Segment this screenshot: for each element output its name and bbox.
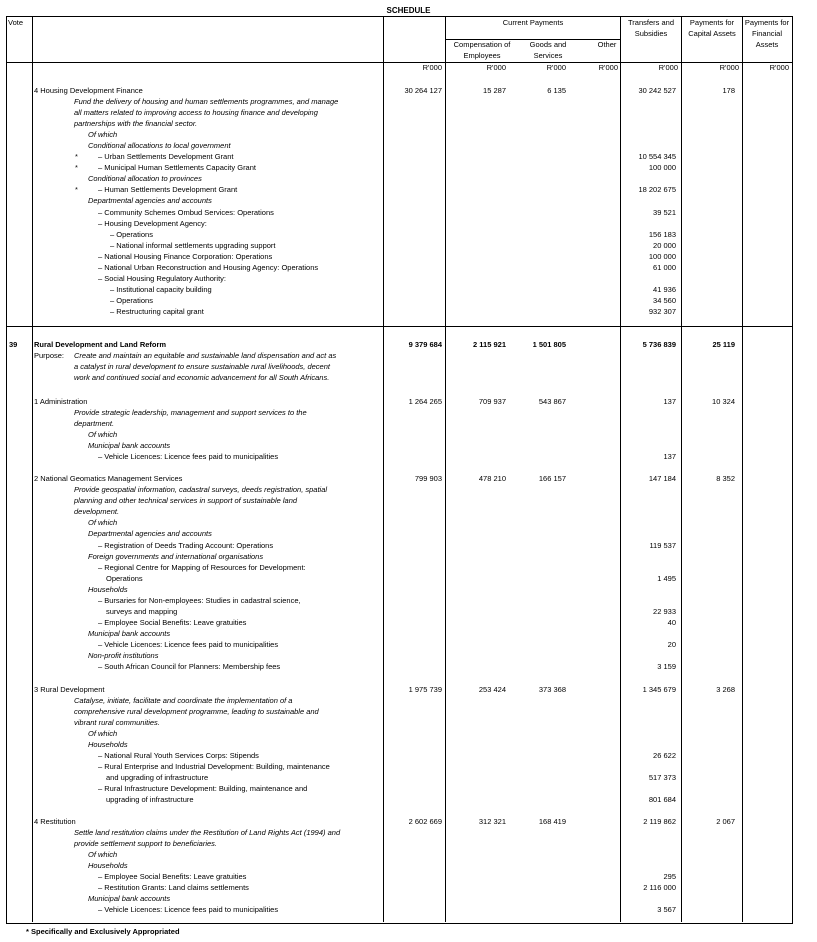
row-label: department. — [74, 419, 115, 428]
amount-capital: 2 067 — [716, 817, 735, 826]
table-row — [0, 85, 817, 96]
amount-goods: 543 867 — [538, 397, 566, 406]
amount-transfers: 137 — [663, 452, 676, 461]
table-row — [0, 684, 817, 695]
amount-capital: 25 119 — [712, 340, 735, 349]
row-label: Of which — [88, 430, 118, 439]
header-vote: Vote — [8, 18, 24, 27]
footnote: * Specifically and Exclusively Appropriated — [26, 927, 180, 936]
amount-transfers: 100 000 — [648, 163, 676, 172]
table-row — [0, 495, 817, 506]
row-label: Households — [88, 861, 128, 870]
row-label: – Rural Enterprise and Industrial Development: Building, maintenance — [98, 762, 330, 771]
row-label: – Community Schemes Ombud Services: Operations — [98, 208, 274, 217]
row-label: – Rural Infrastructure Development: Building, maintenance and — [98, 784, 308, 793]
purpose-text: Create and maintain an equitable and sustainable land dispensation and act as — [74, 351, 337, 360]
table-row — [0, 706, 817, 717]
table-row — [0, 207, 817, 218]
header-transfers: Transfers and Subsidies — [628, 18, 674, 38]
table-row — [0, 295, 817, 306]
table-row — [0, 650, 817, 661]
amount-capital: 8 352 — [716, 474, 735, 483]
row-label: Rural Development and Land Reform — [34, 340, 167, 349]
row-label: Purpose: — [34, 351, 65, 360]
table-row — [0, 595, 817, 606]
amount-transfers: 295 — [663, 872, 676, 881]
table-row — [0, 506, 817, 517]
row-label: – National Rural Youth Services Corps: Stipends — [98, 751, 259, 760]
row-label: – Operations — [110, 230, 153, 239]
table-row — [0, 173, 817, 184]
amount-total: 1 975 739 — [408, 685, 442, 694]
row-label: Departmental agencies and accounts — [88, 196, 212, 205]
table-row — [0, 794, 817, 805]
amount-transfers: 18 202 675 — [638, 185, 676, 194]
row-label: – Municipal Human Settlements Capacity Grant — [98, 163, 256, 172]
table-row — [0, 451, 817, 462]
table-row — [0, 739, 817, 750]
amount-transfers: 3 567 — [657, 905, 676, 914]
row-label: – South African Council for Planners: Membership fees — [98, 662, 281, 671]
row-label: 4 Restitution — [34, 817, 76, 826]
table-row — [0, 628, 817, 639]
amount-goods: 1 501 805 — [532, 340, 566, 349]
row-label: development. — [74, 507, 120, 516]
row-label: – National Housing Finance Corporation: Operations — [98, 252, 273, 261]
amount-transfers: 22 933 — [653, 607, 676, 616]
row-label: Municipal bank accounts — [88, 894, 171, 903]
row-label: Of which — [88, 518, 118, 527]
amount-goods: 373 368 — [538, 685, 566, 694]
row-label: 2 National Geomatics Management Services — [34, 474, 183, 483]
row-label: Municipal bank accounts — [88, 441, 171, 450]
row-label: – Social Housing Regulatory Authority: — [98, 274, 226, 283]
row-label: Provide geospatial information, cadastral surveys, deeds registration, spatial — [74, 485, 328, 494]
row-label: Municipal bank accounts — [88, 629, 171, 638]
table-row — [0, 151, 817, 162]
row-label: – National informal settlements upgrading support — [110, 241, 276, 250]
amount-transfers: 30 242 527 — [638, 86, 676, 95]
amount-goods: 166 157 — [538, 474, 566, 483]
table-row — [0, 96, 817, 107]
amount-transfers: 34 560 — [653, 296, 676, 305]
table-row — [0, 904, 817, 915]
row-label: 3 Rural Development — [34, 685, 105, 694]
table-row — [0, 882, 817, 893]
table-row — [0, 162, 817, 173]
table-row — [0, 229, 817, 240]
amount-comp: 2 115 921 — [473, 340, 506, 349]
amount-transfers: 1 345 679 — [642, 685, 676, 694]
table-row — [0, 484, 817, 495]
table-row — [0, 440, 817, 451]
row-label: 1 Administration — [34, 397, 88, 406]
table-row — [0, 849, 817, 860]
row-label: Of which — [88, 130, 118, 139]
table-row — [0, 473, 817, 484]
header-compensation: Compensation of Employees — [453, 40, 511, 60]
table-row — [0, 195, 817, 206]
table-row — [0, 728, 817, 739]
amount-transfers: 5 736 839 — [642, 340, 676, 349]
amount-total: 9 379 684 — [408, 340, 442, 349]
appropriation-marker: * — [75, 185, 78, 194]
table-row — [0, 418, 817, 429]
table-row — [0, 871, 817, 882]
amount-transfers: 3 159 — [657, 662, 676, 671]
header-capital: Payments for Capital Assets — [688, 18, 736, 38]
table-row — [0, 184, 817, 195]
amount-transfers: 2 119 862 — [643, 817, 676, 826]
amount-total: 799 903 — [414, 474, 442, 483]
row-label: upgrading of infrastructure — [106, 795, 194, 804]
unit-goods: R'000 — [546, 63, 566, 72]
table-row — [0, 429, 817, 440]
row-label: Non-profit institutions — [88, 651, 159, 660]
row-label: – Regional Centre for Mapping of Resources for Development: — [98, 563, 306, 572]
table-row — [0, 107, 817, 118]
row-label: – Employee Social Benefits: Leave gratuities — [98, 872, 247, 881]
amount-comp: 312 321 — [478, 817, 506, 826]
amount-transfers: 119 537 — [649, 541, 676, 550]
table-row — [0, 573, 817, 584]
row-label: – Vehicle Licences: Licence fees paid to municipalities — [98, 452, 279, 461]
row-label: – Human Settlements Development Grant — [98, 185, 238, 194]
amount-capital: 10 324 — [712, 397, 735, 406]
table-row — [0, 551, 817, 562]
row-label: – Restructuring capital grant — [110, 307, 204, 316]
table-row — [0, 816, 817, 827]
table-row — [0, 617, 817, 628]
amount-transfers: 2 116 000 — [643, 883, 676, 892]
table-row — [0, 661, 817, 672]
amount-transfers: 20 — [667, 640, 676, 649]
amount-transfers: 10 554 345 — [638, 152, 676, 161]
appropriation-marker: * — [75, 152, 78, 161]
table-row — [0, 717, 817, 728]
table-row — [0, 772, 817, 783]
amount-transfers: 20 000 — [653, 241, 676, 250]
row-label: – Registration of Deeds Trading Account: Operations — [98, 541, 274, 550]
table-row — [0, 140, 817, 151]
row-label: – Employee Social Benefits: Leave gratuities — [98, 618, 247, 627]
amount-comp: 253 424 — [478, 685, 506, 694]
amount-transfers: 137 — [663, 397, 676, 406]
appropriation-marker: * — [75, 163, 78, 172]
table-row — [0, 893, 817, 904]
row-label: work and continued social and economic advancement for all South Africans. — [74, 373, 330, 382]
table-row — [0, 118, 817, 129]
amount-transfers: 26 622 — [653, 751, 676, 760]
unit-transfers: R'000 — [658, 63, 678, 72]
row-label: Conditional allocations to local government — [88, 141, 231, 150]
unit-other: R'000 — [598, 63, 618, 72]
table-row — [0, 339, 817, 350]
vote-number: 39 — [9, 340, 18, 349]
amount-total: 2 602 669 — [408, 817, 442, 826]
table-row — [0, 284, 817, 295]
amount-total: 30 264 127 — [404, 86, 442, 95]
row-label: Provide strategic leadership, management and support services to the — [74, 408, 307, 417]
header-other: Other — [597, 40, 617, 49]
table-row — [0, 218, 817, 229]
row-label: planning and other technical services in support of sustainable land — [74, 496, 298, 505]
amount-transfers: 517 373 — [648, 773, 676, 782]
amount-capital: 178 — [722, 86, 735, 95]
row-label: – National Urban Reconstruction and Housing Agency: Operations — [98, 263, 319, 272]
unit-financial: R'000 — [769, 63, 789, 72]
amount-capital: 3 268 — [716, 685, 735, 694]
row-label: Of which — [88, 850, 118, 859]
table-row — [0, 639, 817, 650]
table-row — [0, 540, 817, 551]
row-label: partnerships with the financial sector. — [74, 119, 198, 128]
schedule-title: SCHEDULE — [386, 6, 431, 15]
table-row — [0, 606, 817, 617]
header-goods: Goods and Services — [529, 40, 567, 60]
amount-total: 1 264 265 — [408, 397, 442, 406]
vote-separator-rule — [6, 326, 792, 327]
amount-transfers: 100 000 — [648, 252, 676, 261]
amount-comp: 15 287 — [483, 86, 506, 95]
table-row — [0, 750, 817, 761]
table-row — [0, 306, 817, 317]
amount-transfers: 40 — [667, 618, 676, 627]
row-label: Operations — [106, 574, 143, 583]
row-label: – Vehicle Licences: Licence fees paid to municipalities — [98, 905, 279, 914]
row-label: – Bursaries for Non-employees: Studies in cadastral science, — [98, 596, 301, 605]
row-label: – Housing Development Agency: — [98, 219, 207, 228]
row-label: provide settlement support to beneficiaries. — [74, 839, 217, 848]
row-label: surveys and mapping — [106, 607, 178, 616]
amount-goods: 6 135 — [547, 86, 566, 95]
table-row — [0, 262, 817, 273]
amount-transfers: 39 521 — [653, 208, 676, 217]
row-label: Households — [88, 585, 128, 594]
row-label: Fund the delivery of housing and human settlements programmes, and manage — [74, 97, 339, 106]
unit-compensation: R'000 — [486, 63, 506, 72]
row-label: vibrant rural communities. — [74, 718, 160, 727]
amount-transfers: 801 684 — [648, 795, 676, 804]
unit-total: R'000 — [422, 63, 442, 72]
table-row — [0, 838, 817, 849]
table-row — [0, 783, 817, 794]
row-label: – Vehicle Licences: Licence fees paid to municipalities — [98, 640, 279, 649]
row-label: – Institutional capacity building — [110, 285, 212, 294]
row-label: Departmental agencies and accounts — [88, 529, 212, 538]
amount-transfers: 932 307 — [648, 307, 676, 316]
row-label: comprehensive rural development programme, leading to sustainable and — [74, 707, 319, 716]
unit-capital: R'000 — [719, 63, 739, 72]
table-row — [0, 827, 817, 838]
amount-transfers: 147 184 — [648, 474, 676, 483]
row-label: – Operations — [110, 296, 153, 305]
row-label: Households — [88, 740, 128, 749]
row-label: Of which — [88, 729, 118, 738]
table-row — [0, 761, 817, 772]
table-row — [0, 251, 817, 262]
amount-goods: 168 419 — [538, 817, 566, 826]
table-row — [0, 372, 817, 383]
row-label: Foreign governments and international organisations — [88, 552, 264, 561]
header-current-payments: Current Payments — [502, 18, 564, 27]
amount-comp: 709 937 — [478, 397, 506, 406]
row-label: 4 Housing Development Finance — [34, 86, 143, 95]
row-label: and upgrading of infrastructure — [106, 773, 209, 782]
row-label: – Restitution Grants: Land claims settlements — [98, 883, 249, 892]
table-row — [0, 528, 817, 539]
amount-transfers: 61 000 — [653, 263, 676, 272]
table-row — [0, 396, 817, 407]
table-row — [0, 361, 817, 372]
table-row — [0, 860, 817, 871]
amount-transfers: 41 936 — [653, 285, 676, 294]
row-label: Settle land restitution claims under the Restitution of Land Rights Act (1994) and — [74, 828, 341, 837]
table-row — [0, 695, 817, 706]
table-row — [0, 517, 817, 528]
row-label: all matters related to improving access to housing finance and developing — [74, 108, 318, 117]
table-row — [0, 240, 817, 251]
header-financial: Payments for Financial Assets — [744, 18, 790, 49]
row-label: Catalyse, initiate, facilitate and coordinate the implementation of a — [74, 696, 293, 705]
amount-transfers: 1 495 — [657, 574, 676, 583]
table-row — [0, 584, 817, 595]
row-label: a catalyst in rural development to ensure sustainable rural livelihoods, decent — [74, 362, 330, 371]
amount-transfers: 156 183 — [648, 230, 676, 239]
table-row — [0, 407, 817, 418]
table-row — [0, 562, 817, 573]
table-row — [0, 350, 817, 361]
table-row — [0, 129, 817, 140]
row-label: – Urban Settlements Development Grant — [98, 152, 234, 161]
table-row — [0, 273, 817, 284]
amount-comp: 478 210 — [478, 474, 506, 483]
row-label: Conditional allocation to provinces — [88, 174, 202, 183]
